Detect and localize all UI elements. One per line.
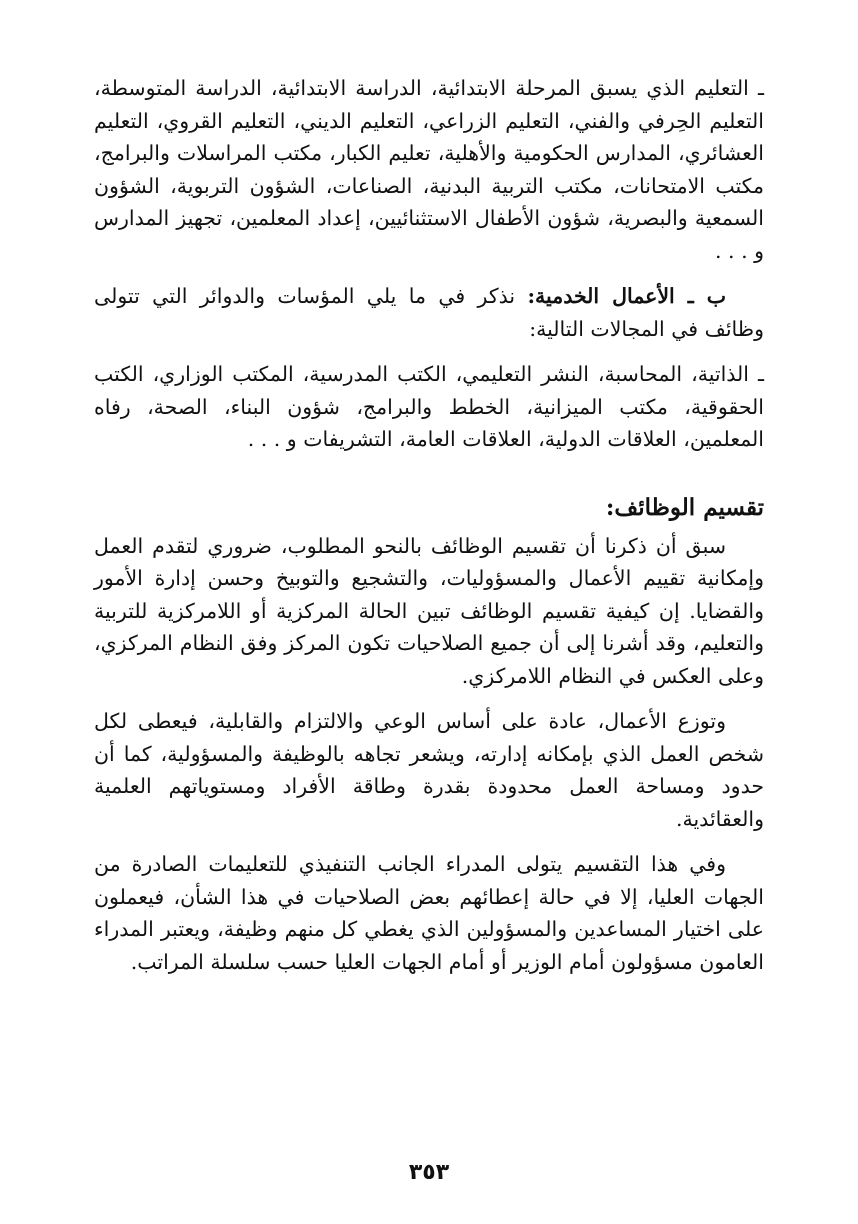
services-intro: نذكر في ما يلي المؤسات والدوائر التي تتولى وظائف في المجالات التالية: <box>94 284 764 341</box>
page-body <box>94 72 764 978</box>
paragraph-2: وتوزع الأعمال، عادة على أساس الوعي والالتزام والقابلية، فيعطى لكل شخص العمل الذي بإمكانه إدارته، ويشعر تجاهه بالوظيفة والمسؤولية، كما أن حدود ومساحة العمل محدودة بقدرة وطاقة الأفراد ومستوياتهم العلمية والعقائدية. <box>94 709 764 831</box>
page-number: ٣٥٣ <box>408 1160 450 1185</box>
paragraph-1: سبق أن ذكرنا أن تقسيم الوظائف بالنحو المطلوب، ضروري لتقدم العمل وإمكانية تقييم الأعمال والمسؤوليات، والتشجيع والتوبيخ وحسن إدارة الأمور والقضايا. إن كيفية تقسيم الوظائف تبين الحالة المركزية أو اللامركزية للتربية والتعليم، وقد أشرنا إلى أن جميع الصلاحيات تكون المركز وفق النظام المركزي، وعلى العكس في النظام اللامركزي. <box>94 533 764 688</box>
services-fields-list: ـ الذاتية، المحاسبة، النشر التعليمي، الكتب المدرسية، المكتب الوزاري، الكتب الحقوقية، مكتب الميزانية، الخطط والبرامج، شؤون البناء، الصحة، رفاه المعلمين، العلاقات الدولية، العلاقات العامة، التشريفات و . . . <box>94 362 764 451</box>
paragraph-3: وفي هذا التقسيم يتولى المدراء الجانب التنفيذي للتعليمات الصادرة من الجهات العليا، إلا في حالة إعطائهم بعض الصلاحيات في هذا الشأن، فيعملون على اختيار المساعدين والمسؤولين الذي يغطي كل منهم وظيفة، ويعتبر المدراء العامون مسؤولون أمام الوزير أو أمام الجهات العليا حسب سلسلة المراتب. <box>94 852 764 974</box>
services-lead: ب ـ الأعمال الخدمية: <box>527 284 726 308</box>
services-paragraph <box>94 280 764 345</box>
section-heading: تقسيم الوظائف: <box>605 493 764 521</box>
education-fields-list: ـ التعليم الذي يسبق المرحلة الابتدائية، الدراسة الابتدائية، الدراسة المتوسطة، التعليم الحِرفي والفني، التعليم الزراعي، التعليم الديني، التعليم القروي، التعليم العشائري، المدارس الحكومية والأهلية، تعليم الكبار، مكتب المراسلات والبرامج، مكتب الامتحانات، مكتب التربية البدنية، الصناعات، الشؤون التربوية، الشؤون السمعية والبصرية، شؤون الأطفال الاستثنائيين، إعداد المعلمين، تجهيز المدارس و . . . <box>94 76 764 263</box>
